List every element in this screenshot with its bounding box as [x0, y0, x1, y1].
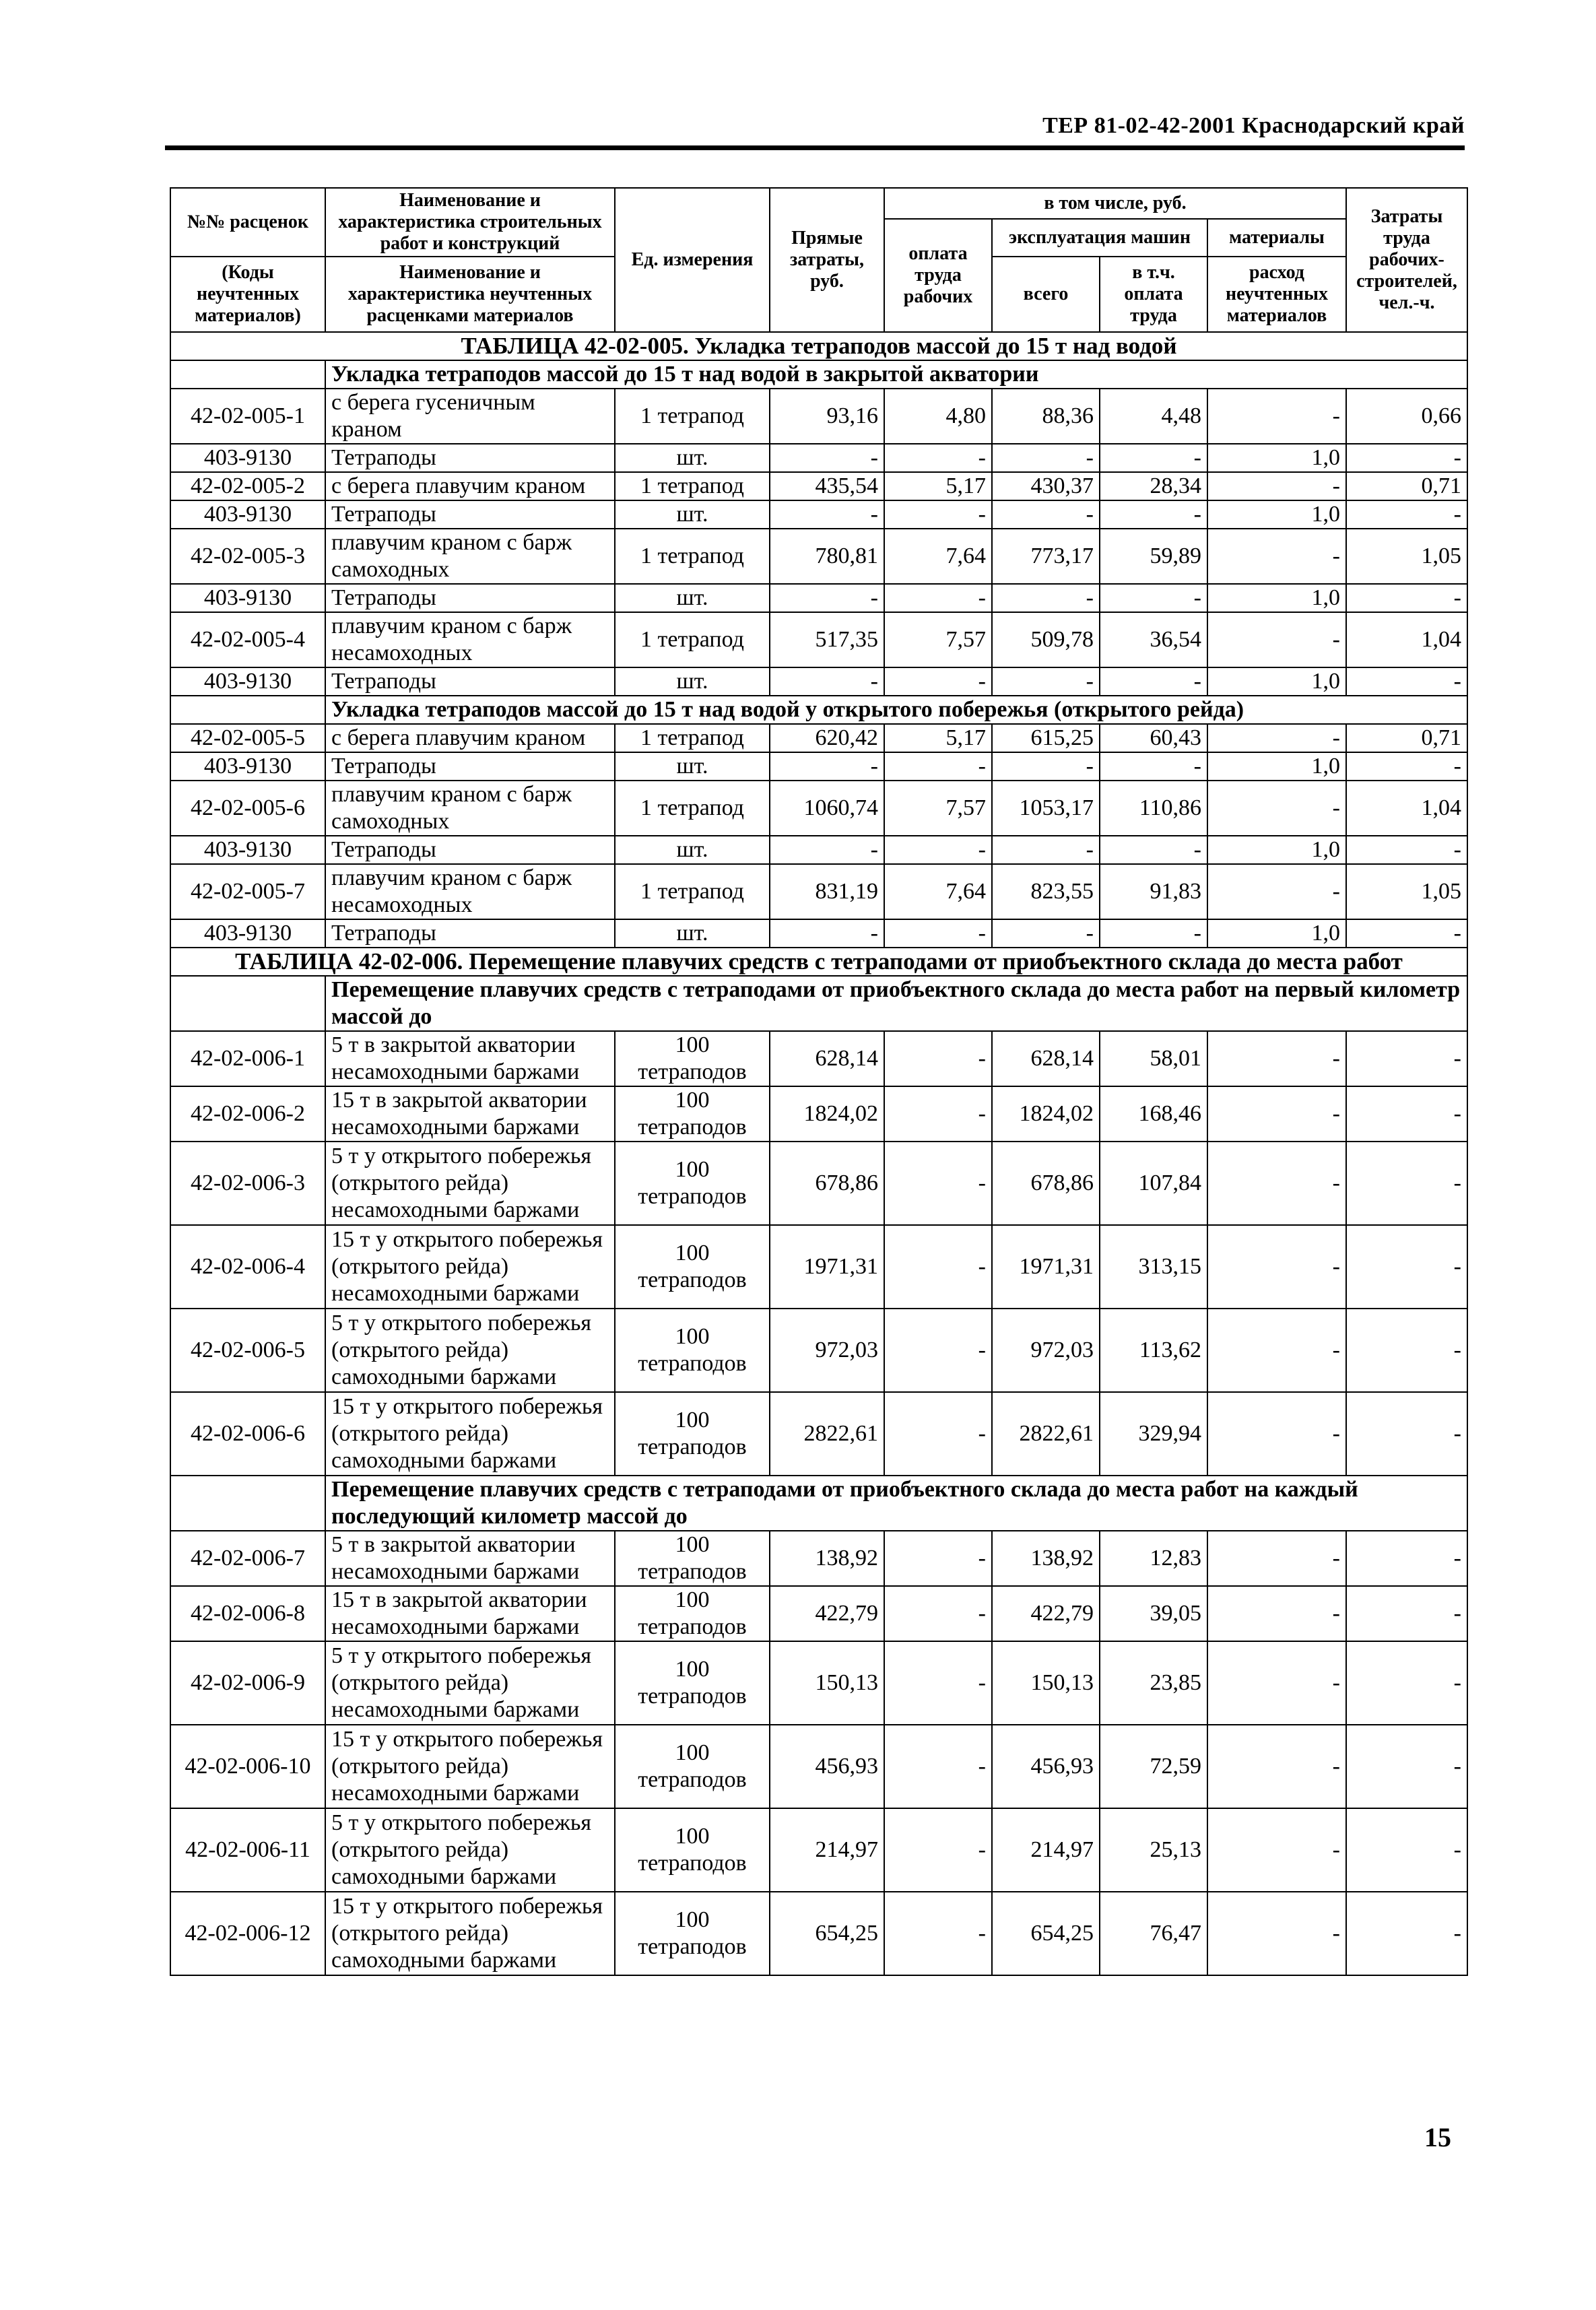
machines-wages: 76,47 — [1100, 1892, 1207, 1975]
materials: - — [1207, 724, 1346, 752]
rate-code: 42-02-005-1 — [170, 389, 325, 444]
rate-code: 42-02-006-11 — [170, 1808, 325, 1892]
machines-total: 678,86 — [992, 1142, 1100, 1225]
unit: 1 тетрапод — [615, 724, 770, 752]
direct-cost: 150,13 — [770, 1641, 884, 1725]
direct-cost: - — [770, 667, 884, 696]
machines-total: 456,93 — [992, 1725, 1100, 1808]
materials: 1,0 — [1207, 584, 1346, 612]
table-row — [170, 389, 1467, 444]
materials: - — [1207, 472, 1346, 500]
table-row — [170, 1309, 1467, 1392]
work-name: с берега плавучим краном — [325, 472, 615, 500]
table-row — [170, 1808, 1467, 1892]
wages: - — [884, 1309, 992, 1392]
unit: 1 тетрапод — [615, 864, 770, 919]
machines-wages: 91,83 — [1100, 864, 1207, 919]
materials: 1,0 — [1207, 836, 1346, 864]
group-subtitle: Перемещение плавучих средств с тетраподами от приобъектного склада до места работ на каждый последующий километр массой до — [325, 1476, 1467, 1531]
section-title: ТАБЛИЦА 42-02-006. Перемещение плавучих средств с тетраподами от приобъектного склада до места работ — [170, 948, 1467, 976]
labor: - — [1346, 500, 1467, 529]
unit: 1 тетрапод — [615, 781, 770, 836]
machines-wages: - — [1100, 444, 1207, 472]
table-row — [170, 1142, 1467, 1225]
materials: - — [1207, 1392, 1346, 1476]
table-row — [170, 1586, 1467, 1641]
materials: - — [1207, 1725, 1346, 1808]
materials: 1,0 — [1207, 752, 1346, 781]
table-row — [170, 472, 1467, 500]
direct-cost: 2822,61 — [770, 1392, 884, 1476]
header-m-wages: в т.ч. оплата труда — [1100, 257, 1207, 332]
machines-total: 138,92 — [992, 1531, 1100, 1586]
direct-cost: 1060,74 — [770, 781, 884, 836]
unit: шт. — [615, 752, 770, 781]
machines-total: 88,36 — [992, 389, 1100, 444]
table-body — [170, 332, 1467, 1975]
work-name: плавучим краном с барж несамоходных — [325, 612, 615, 667]
header-title: ТЕР 81-02-42-2001 Краснодарский край — [1042, 113, 1465, 138]
work-name: с берега плавучим краном — [325, 724, 615, 752]
rate-code: 42-02-005-4 — [170, 612, 325, 667]
materials: - — [1207, 529, 1346, 584]
material-name: Тетраподы — [325, 444, 615, 472]
section-title-row — [170, 332, 1467, 360]
rate-code: 42-02-006-8 — [170, 1586, 325, 1641]
rate-code: 42-02-005-5 — [170, 724, 325, 752]
machines-total: 509,78 — [992, 612, 1100, 667]
direct-cost: - — [770, 752, 884, 781]
unit: 100 тетраподов — [615, 1225, 770, 1309]
header-mat-sub: расход неучтенных материалов — [1207, 257, 1346, 332]
machines-total: 615,25 — [992, 724, 1100, 752]
materials: - — [1207, 781, 1346, 836]
material-name: Тетраподы — [325, 752, 615, 781]
direct-cost: 620,42 — [770, 724, 884, 752]
direct-cost: 456,93 — [770, 1725, 884, 1808]
work-name: 5 т у открытого побережья (открытого рейда) несамоходными баржами — [325, 1641, 615, 1725]
direct-cost: - — [770, 584, 884, 612]
material-code: 403-9130 — [170, 919, 325, 948]
unit: 100 тетраподов — [615, 1392, 770, 1476]
machines-wages: 25,13 — [1100, 1808, 1207, 1892]
labor: - — [1346, 444, 1467, 472]
direct-cost: 678,86 — [770, 1142, 884, 1225]
labor: - — [1346, 1392, 1467, 1476]
unit: шт. — [615, 919, 770, 948]
labor: 0,66 — [1346, 389, 1467, 444]
table-row — [170, 1225, 1467, 1309]
work-name: 5 т у открытого побережья (открытого рейда) самоходными баржами — [325, 1808, 615, 1892]
group-subtitle: Перемещение плавучих средств с тетраподами от приобъектного склада до места работ на первый километр массой до — [325, 976, 1467, 1031]
materials: 1,0 — [1207, 444, 1346, 472]
unit: шт. — [615, 444, 770, 472]
wages: - — [884, 584, 992, 612]
material-code: 403-9130 — [170, 444, 325, 472]
work-name: 15 т в закрытой акватории несамоходными баржами — [325, 1086, 615, 1142]
rate-code: 42-02-005-7 — [170, 864, 325, 919]
table-row — [170, 864, 1467, 919]
direct-cost: 214,97 — [770, 1808, 884, 1892]
header-machines: эксплуатация машин — [992, 219, 1207, 257]
rates-table — [170, 187, 1468, 1976]
unit: шт. — [615, 836, 770, 864]
table-row — [170, 919, 1467, 948]
unit: шт. — [615, 667, 770, 696]
wages: - — [884, 1641, 992, 1725]
wages: - — [884, 1808, 992, 1892]
material-code: 403-9130 — [170, 667, 325, 696]
wages: - — [884, 1586, 992, 1641]
machines-total: 150,13 — [992, 1641, 1100, 1725]
machines-wages: 110,86 — [1100, 781, 1207, 836]
unit: 100 тетраподов — [615, 1142, 770, 1225]
materials: - — [1207, 864, 1346, 919]
labor: - — [1346, 836, 1467, 864]
unit: 1 тетрапод — [615, 529, 770, 584]
unit: 100 тетраподов — [615, 1309, 770, 1392]
wages: - — [884, 1892, 992, 1975]
work-name: плавучим краном с барж несамоходных — [325, 864, 615, 919]
table-row — [170, 500, 1467, 529]
table-row — [170, 1725, 1467, 1808]
direct-cost: 972,03 — [770, 1309, 884, 1392]
direct-cost: 628,14 — [770, 1031, 884, 1086]
wages: 7,57 — [884, 612, 992, 667]
rate-code: 42-02-006-4 — [170, 1225, 325, 1309]
materials: - — [1207, 1808, 1346, 1892]
header-code2: (Коды неучтенных материалов) — [170, 257, 325, 332]
table-row — [170, 667, 1467, 696]
table-row — [170, 836, 1467, 864]
group-subtitle-row — [170, 1476, 1467, 1531]
machines-total: 823,55 — [992, 864, 1100, 919]
material-code: 403-9130 — [170, 836, 325, 864]
direct-cost: 654,25 — [770, 1892, 884, 1975]
work-name: 15 т у открытого побережья (открытого рейда) самоходными баржами — [325, 1892, 615, 1975]
work-name: 5 т в закрытой акватории несамоходными баржами — [325, 1031, 615, 1086]
machines-total: - — [992, 667, 1100, 696]
material-name: Тетраподы — [325, 667, 615, 696]
labor: - — [1346, 1225, 1467, 1309]
work-name: 15 т у открытого побережья (открытого рейда) самоходными баржами — [325, 1392, 615, 1476]
machines-total: 214,97 — [992, 1808, 1100, 1892]
direct-cost: 831,19 — [770, 864, 884, 919]
rate-code: 42-02-006-1 — [170, 1031, 325, 1086]
table-row — [170, 752, 1467, 781]
table-row — [170, 1641, 1467, 1725]
machines-total: 1971,31 — [992, 1225, 1100, 1309]
machines-total: 654,25 — [992, 1892, 1100, 1975]
wages: - — [884, 752, 992, 781]
machines-wages: 60,43 — [1100, 724, 1207, 752]
rate-code: 42-02-006-7 — [170, 1531, 325, 1586]
wages: 7,64 — [884, 864, 992, 919]
machines-total: - — [992, 584, 1100, 612]
rate-code: 42-02-005-3 — [170, 529, 325, 584]
unit: 100 тетраподов — [615, 1531, 770, 1586]
materials: 1,0 — [1207, 500, 1346, 529]
table-row — [170, 1892, 1467, 1975]
machines-total: - — [992, 836, 1100, 864]
group-subtitle-row — [170, 976, 1467, 1031]
page-number: 15 — [1424, 2122, 1451, 2152]
rate-code: 42-02-006-9 — [170, 1641, 325, 1725]
materials: - — [1207, 1531, 1346, 1586]
labor: - — [1346, 1808, 1467, 1892]
machines-wages: 4,48 — [1100, 389, 1207, 444]
machines-wages: - — [1100, 752, 1207, 781]
rate-code: 42-02-006-2 — [170, 1086, 325, 1142]
direct-cost: 780,81 — [770, 529, 884, 584]
machines-wages: - — [1100, 500, 1207, 529]
work-name: 15 т у открытого побережья (открытого рейда) несамоходными баржами — [325, 1725, 615, 1808]
direct-cost: - — [770, 919, 884, 948]
machines-total: 1824,02 — [992, 1086, 1100, 1142]
header-unit: Ед. измерения — [615, 188, 770, 332]
labor: - — [1346, 1086, 1467, 1142]
unit: шт. — [615, 584, 770, 612]
materials: - — [1207, 1586, 1346, 1641]
labor: - — [1346, 1142, 1467, 1225]
labor: 1,04 — [1346, 781, 1467, 836]
machines-wages: 28,34 — [1100, 472, 1207, 500]
labor: - — [1346, 1586, 1467, 1641]
group-subtitle: Укладка тетраподов массой до 15 т над водой у открытого побережья (открытого рейда) — [325, 696, 1467, 724]
table-row — [170, 1031, 1467, 1086]
material-code: 403-9130 — [170, 752, 325, 781]
header-labor: Затраты труда рабочих-строителей, чел.-ч. — [1346, 188, 1467, 332]
machines-wages: 107,84 — [1100, 1142, 1207, 1225]
machines-wages: - — [1100, 836, 1207, 864]
work-name: с берега гусеничным краном — [325, 389, 615, 444]
machines-wages: 39,05 — [1100, 1586, 1207, 1641]
table-head — [170, 188, 1467, 332]
material-name: Тетраподы — [325, 500, 615, 529]
unit: 100 тетраподов — [615, 1586, 770, 1641]
wages: - — [884, 667, 992, 696]
rate-code: 42-02-005-2 — [170, 472, 325, 500]
table-row — [170, 1392, 1467, 1476]
wages: - — [884, 1142, 992, 1225]
rate-code: 42-02-006-6 — [170, 1392, 325, 1476]
table-row — [170, 444, 1467, 472]
header-direct: Прямые затраты, руб. — [770, 188, 884, 332]
machines-wages: 329,94 — [1100, 1392, 1207, 1476]
direct-cost: 422,79 — [770, 1586, 884, 1641]
page-header — [165, 113, 1465, 145]
wages: - — [884, 1392, 992, 1476]
rate-code: 42-02-006-12 — [170, 1892, 325, 1975]
wages: 5,17 — [884, 724, 992, 752]
labor: 1,05 — [1346, 529, 1467, 584]
machines-total: - — [992, 444, 1100, 472]
table-row — [170, 584, 1467, 612]
unit: 100 тетраподов — [615, 1031, 770, 1086]
table-row — [170, 612, 1467, 667]
unit: 1 тетрапод — [615, 612, 770, 667]
machines-total: - — [992, 752, 1100, 781]
wages: - — [884, 1225, 992, 1309]
materials: 1,0 — [1207, 919, 1346, 948]
table-row — [170, 1531, 1467, 1586]
wages: 7,64 — [884, 529, 992, 584]
labor: - — [1346, 752, 1467, 781]
wages: - — [884, 1086, 992, 1142]
work-name: плавучим краном с барж самоходных — [325, 781, 615, 836]
direct-cost: 517,35 — [770, 612, 884, 667]
table-row — [170, 781, 1467, 836]
machines-wages: - — [1100, 584, 1207, 612]
work-name: 15 т в закрытой акватории несамоходными баржами — [325, 1586, 615, 1641]
machines-total: 430,37 — [992, 472, 1100, 500]
header-materials: материалы — [1207, 219, 1346, 257]
direct-cost: 435,54 — [770, 472, 884, 500]
machines-wages: 72,59 — [1100, 1725, 1207, 1808]
labor: - — [1346, 1892, 1467, 1975]
unit: 100 тетраподов — [615, 1725, 770, 1808]
work-name: 15 т у открытого побережья (открытого рейда) несамоходными баржами — [325, 1225, 615, 1309]
machines-total: 1053,17 — [992, 781, 1100, 836]
materials: - — [1207, 1892, 1346, 1975]
labor: 1,04 — [1346, 612, 1467, 667]
wages: 4,80 — [884, 389, 992, 444]
labor: - — [1346, 1725, 1467, 1808]
labor: 0,71 — [1346, 724, 1467, 752]
labor: 0,71 — [1346, 472, 1467, 500]
wages: - — [884, 500, 992, 529]
unit: 1 тетрапод — [615, 389, 770, 444]
material-name: Тетраподы — [325, 836, 615, 864]
direct-cost: - — [770, 500, 884, 529]
header-m-total: всего — [992, 257, 1100, 332]
unit: 100 тетраподов — [615, 1892, 770, 1975]
labor: - — [1346, 584, 1467, 612]
machines-wages: 36,54 — [1100, 612, 1207, 667]
wages: - — [884, 1531, 992, 1586]
table-row — [170, 1086, 1467, 1142]
materials: - — [1207, 612, 1346, 667]
material-name: Тетраподы — [325, 919, 615, 948]
wages: - — [884, 1725, 992, 1808]
section-title: ТАБЛИЦА 42-02-005. Укладка тетраподов массой до 15 т над водой — [170, 332, 1467, 360]
machines-total: - — [992, 500, 1100, 529]
direct-cost: 1824,02 — [770, 1086, 884, 1142]
machines-wages: 12,83 — [1100, 1531, 1207, 1586]
unit: 100 тетраподов — [615, 1086, 770, 1142]
machines-wages: 168,46 — [1100, 1086, 1207, 1142]
header-name: Наименование и характеристика строительных работ и конструкций — [325, 188, 615, 257]
header-wages: оплата труда рабочих — [884, 219, 992, 332]
section-title-row — [170, 948, 1467, 976]
rate-code: 42-02-006-5 — [170, 1309, 325, 1392]
wages: - — [884, 836, 992, 864]
machines-wages: 59,89 — [1100, 529, 1207, 584]
machines-total: - — [992, 919, 1100, 948]
direct-cost: 93,16 — [770, 389, 884, 444]
header-name2: Наименование и характеристика неучтенных расценками материалов — [325, 257, 615, 332]
table-row — [170, 529, 1467, 584]
rate-code: 42-02-005-6 — [170, 781, 325, 836]
machines-wages: 23,85 — [1100, 1641, 1207, 1725]
rate-code: 42-02-006-3 — [170, 1142, 325, 1225]
labor: - — [1346, 1641, 1467, 1725]
machines-wages: 113,62 — [1100, 1309, 1207, 1392]
materials: - — [1207, 1309, 1346, 1392]
wages: - — [884, 919, 992, 948]
labor: - — [1346, 1031, 1467, 1086]
materials: - — [1207, 1086, 1346, 1142]
machines-total: 422,79 — [992, 1586, 1100, 1641]
unit: 1 тетрапод — [615, 472, 770, 500]
materials: 1,0 — [1207, 667, 1346, 696]
machines-wages: - — [1100, 919, 1207, 948]
material-code: 403-9130 — [170, 500, 325, 529]
work-name: плавучим краном с барж самоходных — [325, 529, 615, 584]
material-name: Тетраподы — [325, 584, 615, 612]
direct-cost: - — [770, 836, 884, 864]
rate-code: 42-02-006-10 — [170, 1725, 325, 1808]
unit: шт. — [615, 500, 770, 529]
wages: 7,57 — [884, 781, 992, 836]
header-code: №№ расценок — [170, 188, 325, 257]
header-rule — [165, 145, 1465, 150]
header-incl: в том числе, руб. — [884, 188, 1346, 219]
materials: - — [1207, 1225, 1346, 1309]
materials: - — [1207, 1142, 1346, 1225]
material-code: 403-9130 — [170, 584, 325, 612]
group-subtitle-row — [170, 696, 1467, 724]
group-subtitle-row — [170, 360, 1467, 389]
machines-wages: 58,01 — [1100, 1031, 1207, 1086]
machines-wages: 313,15 — [1100, 1225, 1207, 1309]
wages: - — [884, 444, 992, 472]
work-name: 5 т в закрытой акватории несамоходными баржами — [325, 1531, 615, 1586]
work-name: 5 т у открытого побережья (открытого рейда) самоходными баржами — [325, 1309, 615, 1392]
unit: 100 тетраподов — [615, 1641, 770, 1725]
labor: - — [1346, 919, 1467, 948]
materials: - — [1207, 1641, 1346, 1725]
materials: - — [1207, 1031, 1346, 1086]
direct-cost: 138,92 — [770, 1531, 884, 1586]
wages: 5,17 — [884, 472, 992, 500]
group-subtitle: Укладка тетраподов массой до 15 т над водой в закрытой акватории — [325, 360, 1467, 389]
machines-total: 972,03 — [992, 1309, 1100, 1392]
machines-wages: - — [1100, 667, 1207, 696]
labor: - — [1346, 1531, 1467, 1586]
machines-total: 628,14 — [992, 1031, 1100, 1086]
labor: 1,05 — [1346, 864, 1467, 919]
machines-total: 2822,61 — [992, 1392, 1100, 1476]
machines-total: 773,17 — [992, 529, 1100, 584]
direct-cost: - — [770, 444, 884, 472]
wages: - — [884, 1031, 992, 1086]
table-row — [170, 724, 1467, 752]
labor: - — [1346, 667, 1467, 696]
unit: 100 тетраподов — [615, 1808, 770, 1892]
labor: - — [1346, 1309, 1467, 1392]
materials: - — [1207, 389, 1346, 444]
direct-cost: 1971,31 — [770, 1225, 884, 1309]
work-name: 5 т у открытого побережья (открытого рейда) несамоходными баржами — [325, 1142, 615, 1225]
